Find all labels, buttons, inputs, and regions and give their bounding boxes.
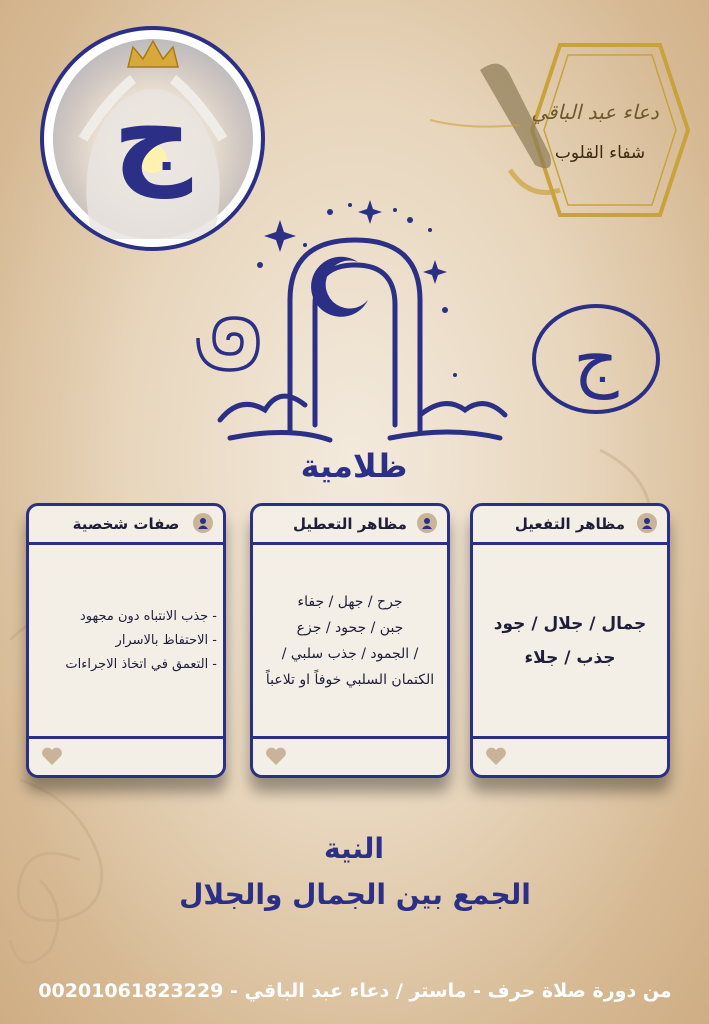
card-body <box>259 550 441 731</box>
card-body <box>35 550 217 731</box>
card-header <box>473 506 667 545</box>
card-header-label: مظاهر التفعيل <box>514 515 626 533</box>
logo-name: دعاء عبد الباقي <box>531 100 659 124</box>
card-line: - جذب الانتباه دون مجهود <box>79 608 217 624</box>
user-icon <box>637 513 657 533</box>
card-header-label: صفات شخصية <box>72 515 180 533</box>
card-footer <box>473 736 667 775</box>
circle-letter: ج <box>573 318 619 400</box>
heart-icon[interactable] <box>265 746 287 766</box>
intention-label: النية <box>324 832 384 865</box>
user-icon <box>193 513 213 533</box>
card-line: جبن / جحود / جزع <box>296 619 404 636</box>
letter-circle <box>532 304 660 414</box>
card-header <box>253 506 447 545</box>
card-line: جذب / جلاء <box>524 647 616 668</box>
heart-icon[interactable] <box>41 746 63 766</box>
card-activation-aspects <box>470 503 670 778</box>
card-footer <box>29 736 223 775</box>
spiral-icon <box>190 300 265 380</box>
card-header-label: مظاهر التعطيل <box>293 515 407 533</box>
card-body <box>479 550 661 731</box>
footer-credit: من دورة صلاة حرف - ماستر / دعاء عبد الباقي - 00201061823229 <box>38 980 672 1002</box>
page-title: ظلامية <box>300 447 408 485</box>
card-line: الكتمان السلبي خوفاً او تلاعباً <box>265 671 435 688</box>
card-footer <box>253 736 447 775</box>
card-line: جرح / جهل / جفاء <box>297 593 403 610</box>
card-line: - الاحتفاظ بالاسرار <box>115 632 217 648</box>
heart-icon[interactable] <box>485 746 507 766</box>
card-line: جمال / جلال / جود <box>493 613 647 634</box>
user-icon <box>417 513 437 533</box>
card-personal-traits <box>26 503 226 778</box>
logo-subtitle: شفاء القلوب <box>554 143 646 163</box>
card-line: / الجمود / جذب سلبي / <box>281 645 419 662</box>
card-header <box>29 506 223 545</box>
portrait-letter: ج <box>112 69 193 198</box>
intention-text: الجمع بين الجمال والجلال <box>179 878 531 911</box>
card-line: - التعمق في اتخاذ الاجراءات <box>65 656 217 672</box>
card-disabling-aspects <box>250 503 450 778</box>
